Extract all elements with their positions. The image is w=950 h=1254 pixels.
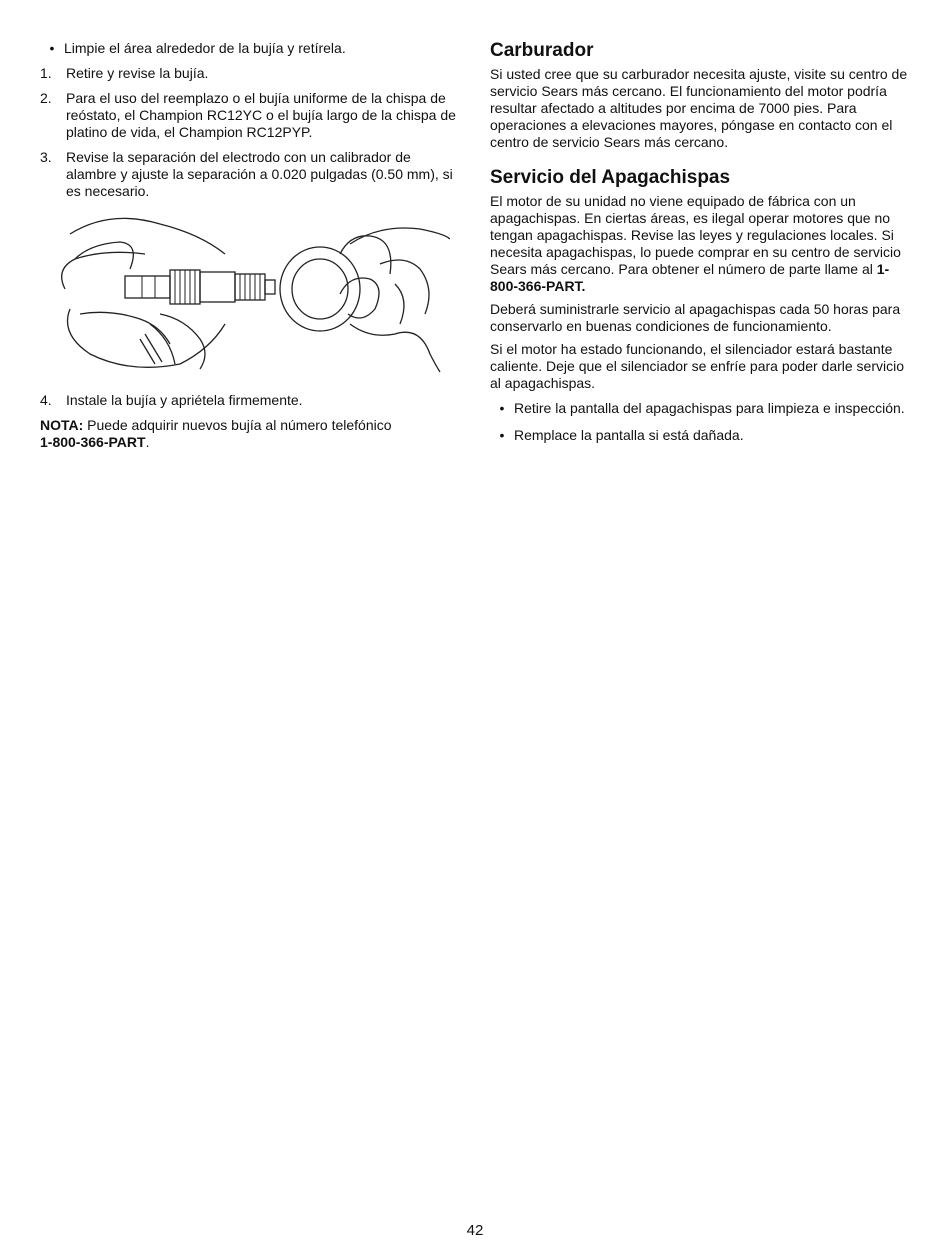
- step-1: [40, 65, 460, 82]
- spark-plug-gap-illustration: [50, 214, 450, 374]
- note-phone: 1-800-366-PART: [40, 434, 146, 450]
- step-number: 4.: [40, 392, 52, 408]
- note-paragraph: [40, 417, 460, 451]
- step-text: Revise la separación del electrodo con un calibrador de alambre y ajuste la separación a 0.020 pulgadas (0.50 mm), si es necesario.: [66, 149, 453, 199]
- step-text: Retire y revise la bujía.: [66, 65, 209, 81]
- note-text: Puede adquirir nuevos bujía al número telefónico: [83, 417, 392, 433]
- step-text: Para el uso del reemplazo o el bujía uniforme de la chispa de reóstato, el Champion RC12YC o el bujía largo de la chispa de platino de vida, el Champion RC12PYP.: [66, 90, 456, 140]
- intro-bullet: [40, 40, 460, 57]
- apagachispas-heading: Servicio del Apagachispas: [490, 167, 731, 188]
- carburador-paragraph: Si usted cree que su carburador necesita ajuste, visite su centro de servicio Sears más cercano. El funcionamiento del motor podría resultar afectado a altitudes por encima de 7000 pies. Para operaciones a elevaciones mayores, póngase en contacto con el centro de servicio Sears más cercano.: [490, 66, 908, 150]
- step-number: 2.: [40, 90, 52, 106]
- right-column: [490, 40, 910, 454]
- list-item-text: Retire la pantalla del apagachispas para limpieza e inspección.: [514, 400, 905, 416]
- step-4: [40, 392, 460, 409]
- step-number: 1.: [40, 65, 52, 81]
- apagachispas-paragraph-3: Si el motor ha estado funcionando, el silenciador estará bastante caliente. Deje que el silenciador se enfríe para poder darle servicio al apagachispas.: [490, 341, 905, 391]
- step-number: 3.: [40, 149, 52, 165]
- intro-bullet-text: Limpie el área alrededor de la bujía y retírela.: [64, 40, 346, 56]
- step-text: Instale la bujía y apriétela firmemente.: [66, 392, 303, 408]
- list-item-text: Remplace la pantalla si está dañada.: [514, 427, 744, 443]
- note-label: NOTA:: [40, 417, 84, 433]
- step-2: [40, 90, 460, 141]
- apagachispas-paragraph-1-text: El motor de su unidad no viene equipado de fábrica con un apagachispas. En ciertas áreas, es ilegal operar motores que no tengan apagachispas. Revise las leyes y regulaciones locales. Si necesita apagachispas, lo puede comprar en su centro de servicio Sears más cercano. Para obtener el número de parte llame al: [490, 193, 901, 277]
- apagachispas-phone: 1-800-366-PART.: [490, 261, 890, 294]
- list-item: [490, 400, 910, 417]
- bullet-marker: •: [499, 427, 505, 443]
- left-column: [40, 40, 460, 457]
- step-3: [40, 149, 460, 200]
- note-end: .: [145, 434, 150, 450]
- carburador-heading: Carburador: [490, 40, 594, 61]
- list-item: [490, 427, 910, 444]
- page-number: 42: [466, 1222, 484, 1239]
- apagachispas-paragraph-2: Deberá suministrarle servicio al apagachispas cada 50 horas para conservarlo en buenas condiciones de funcionamiento.: [490, 301, 901, 334]
- bullet-marker: •: [49, 40, 55, 56]
- bullet-marker: •: [499, 400, 505, 416]
- apagachispas-paragraph-1: [490, 193, 910, 295]
- apagachispas-bullet-list: [490, 400, 910, 444]
